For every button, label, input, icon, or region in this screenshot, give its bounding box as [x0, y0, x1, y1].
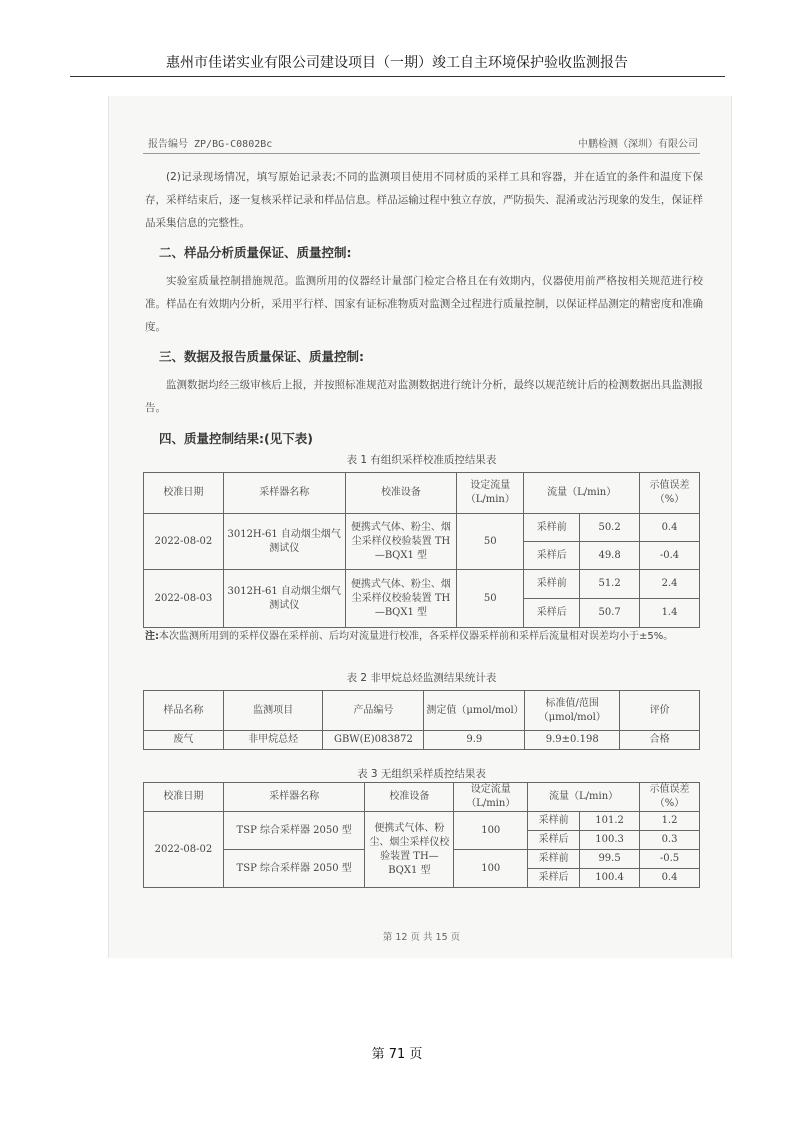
cell-stage: 采样前 [524, 514, 580, 542]
cell-item: 非甲烷总烃 [223, 731, 323, 750]
report-header-title: 惠州市佳诺实业有限公司建设项目（一期）竣工自主环境保护验收监测报告 [166, 55, 628, 71]
cell-stage: 采样前 [528, 850, 580, 869]
cell-stage: 采样后 [528, 869, 580, 888]
cell-eval: 合格 [620, 731, 700, 750]
section-heading-data-qc: 三、数据及报告质量保证、质量控制: [159, 349, 364, 364]
table2-caption: 表 2 非甲烷总烃监测结果统计表 [346, 672, 497, 684]
header-item: 监测项目 [223, 691, 323, 731]
cell-error: 2.4 [640, 570, 700, 599]
header-divider [70, 76, 725, 77]
header-flow: 流量（L/min） [524, 473, 640, 514]
cell-flow-value: 49.8 [580, 542, 640, 570]
header-date: 校准日期 [144, 473, 224, 514]
cell-flow-value: 51.2 [580, 570, 640, 599]
cell-error: -0.4 [640, 542, 700, 570]
cell-flow-value: 50.2 [580, 514, 640, 542]
cell-sampler: TSP 综合采样器 2050 型 [223, 812, 365, 850]
section-heading-qc-results: 四、质量控制结果:(见下表) [159, 431, 313, 446]
header-flow-set: 设定流量（L/min） [454, 783, 528, 812]
table-row [144, 570, 700, 599]
cell-flow-set: 100 [454, 812, 528, 850]
cell-flow-value: 100.4 [580, 869, 640, 888]
header-error: 示值误差（%） [640, 473, 700, 514]
cell-device: 便携式气体、粉尘、烟尘采样仪校验装置 TH—BQX1 型 [345, 514, 457, 570]
inner-page-number: 第 12 页 共 15 页 [382, 932, 461, 943]
cell-stage: 采样后 [524, 542, 580, 570]
section-heading-analysis-qc: 二、样品分析质量保证、质量控制: [159, 245, 352, 260]
cell-flow-value: 100.3 [580, 831, 640, 850]
cell-error: 1.2 [640, 812, 700, 831]
cell-device: 便携式气体、粉尘、烟尘采样仪校验装置 TH—BQX1 型 [365, 812, 454, 888]
header-standard: 标准值/范围（μmol/mol） [525, 691, 620, 731]
cell-error: 0.4 [640, 869, 700, 888]
cell-device: 便携式气体、粉尘、烟尘采样仪校验装置 TH—BQX1 型 [345, 570, 457, 628]
table2-nmhc-results [143, 690, 700, 750]
note-label: 注: [145, 631, 159, 642]
cell-stage: 采样前 [524, 570, 580, 599]
table-row [144, 812, 700, 831]
table3-unorganized-sampling [143, 782, 700, 888]
table-header-row [144, 473, 700, 514]
header-sampler: 采样器名称 [223, 783, 365, 812]
cell-flow-value: 50.7 [580, 599, 640, 628]
table3-caption: 表 3 无组织采样质控结果表 [357, 768, 486, 780]
cell-error: 0.3 [640, 831, 700, 850]
header-code: 产品编号 [323, 691, 424, 731]
header-sample: 样品名称 [144, 691, 224, 731]
report-number: 报告编号 ZP/BG-C0802Bc [148, 139, 273, 150]
cell-stage: 采样前 [528, 812, 580, 831]
cell-flow-set: 50 [457, 514, 524, 570]
paragraph-data-qc: 监测数据均经三级审核后上报，并按照标准规范对监测数据进行统计分析，最终以规范统计后的检测数据出具监测报告。 [145, 379, 703, 414]
header-error: 示值误差（%） [640, 783, 700, 812]
table-row [144, 731, 700, 750]
scan-divider [143, 153, 700, 154]
cell-error: 0.4 [640, 514, 700, 542]
table-header-row [144, 783, 700, 812]
cell-flow-set: 100 [454, 850, 528, 888]
table-header-row [144, 691, 700, 731]
cell-stage: 采样后 [528, 831, 580, 850]
header-measured: 测定值（μmol/mol） [424, 691, 525, 731]
company-name: 中鹏检测（深圳）有限公司 [578, 139, 698, 150]
cell-sampler: 3012H-61 自动烟尘烟气测试仪 [223, 514, 345, 570]
table1-note [145, 628, 703, 645]
header-flow-set: 设定流量（L/min） [457, 473, 524, 514]
header-flow: 流量（L/min） [528, 783, 640, 812]
paragraph-lab-qc: 实验室质量控制措施规范。监测所用的仪器经计量部门检定合格且在有效期内，仪器使用前严格按相关规范进行校准。样品在有效期内分析，采用平行样、国家有证标准物质对监测全过程进行质量控制，以保证样品测定的精密度和准确度。 [145, 275, 703, 333]
header-device: 校准设备 [345, 473, 457, 514]
cell-error: 1.4 [640, 599, 700, 628]
cell-flow-set: 50 [457, 570, 524, 628]
cell-sampler: 3012H-61 自动烟尘烟气测试仪 [223, 570, 345, 628]
table-row [144, 514, 700, 542]
cell-date: 2022-08-02 [144, 812, 224, 888]
cell-flow-value: 101.2 [580, 812, 640, 831]
cell-standard: 9.9±0.198 [525, 731, 620, 750]
header-device: 校准设备 [365, 783, 454, 812]
header-date: 校准日期 [144, 783, 224, 812]
table1-organized-sampling [143, 472, 700, 628]
header-eval: 评价 [620, 691, 700, 731]
cell-sample: 废气 [144, 731, 224, 750]
header-sampler: 采样器名称 [223, 473, 345, 514]
cell-measured: 9.9 [424, 731, 525, 750]
cell-flow-value: 99.5 [580, 850, 640, 869]
cell-error: -0.5 [640, 850, 700, 869]
cell-date: 2022-08-02 [144, 514, 224, 570]
cell-date: 2022-08-03 [144, 570, 224, 628]
note-text: 本次监测所用到的采样仪器在采样前、后均对流量进行校准，各采样仪器采样前和采样后流量相对误差均小于±5%。 [159, 631, 674, 642]
page-number: 第 71 页 [371, 1047, 423, 1062]
paragraph-sampling-record: (2)记录现场情况，填写原始记录表;不同的监测项目使用不同材质的采样工具和容器，并在适宜的条件和温度下保存，采样结束后，逐一复核采样记录和样品信息。样品运输过程中独立存放，严防损失、混淆或沾污现象的发生，保证样品采集信息的完整性。 [145, 171, 703, 229]
cell-sampler: TSP 综合采样器 2050 型 [223, 850, 365, 888]
table1-caption: 表 1 有组织采样校准质控结果表 [346, 454, 497, 466]
cell-code: GBW(E)083872 [323, 731, 424, 750]
cell-stage: 采样后 [524, 599, 580, 628]
